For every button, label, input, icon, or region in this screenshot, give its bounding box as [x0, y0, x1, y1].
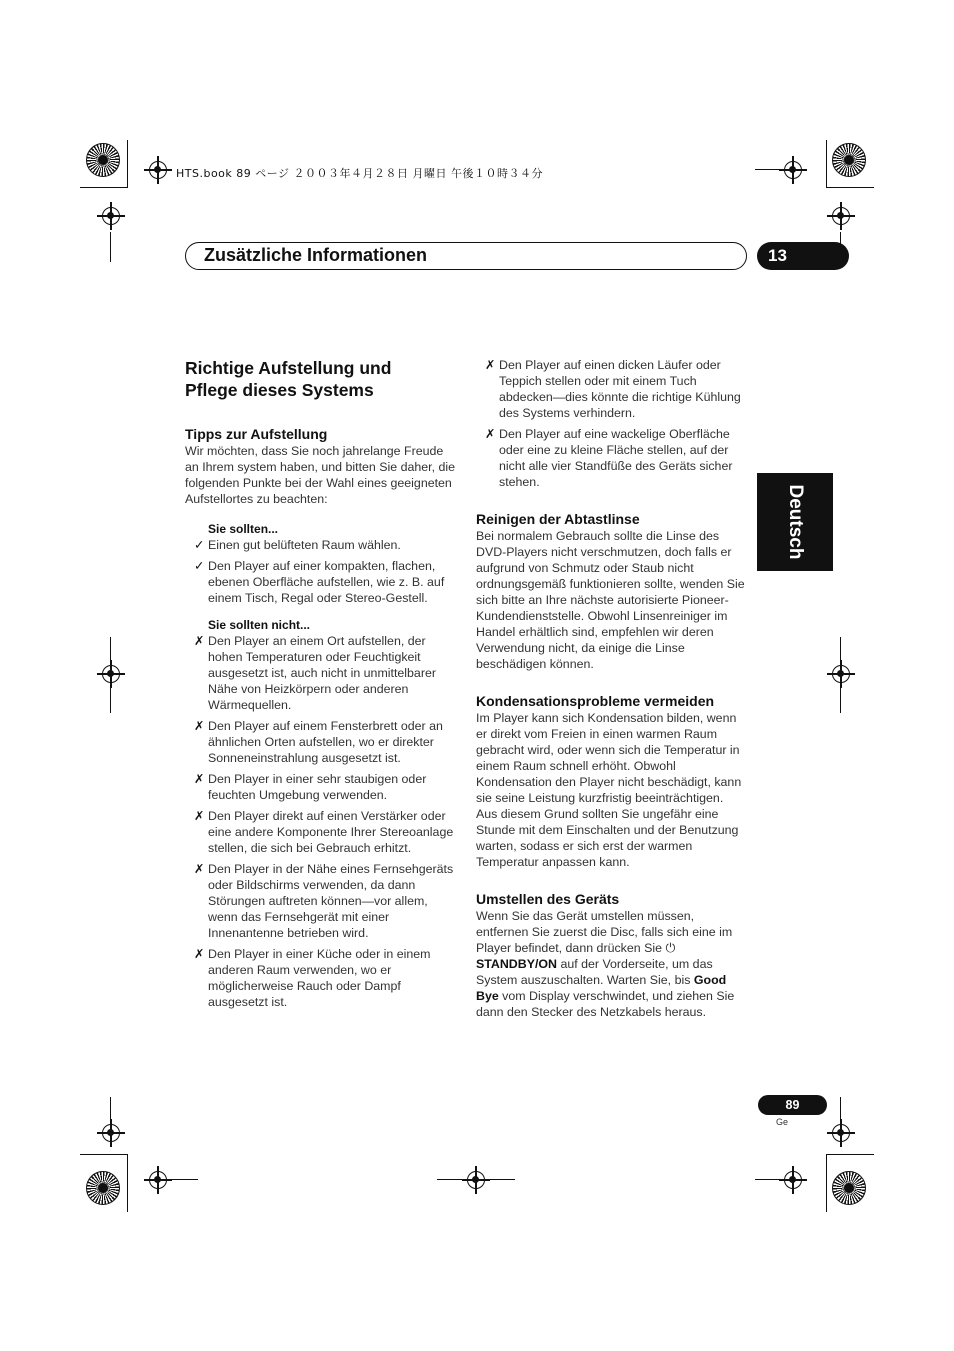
right-column: [476, 357, 746, 1020]
crosshair-icon: [784, 161, 802, 179]
crosshair-icon: [784, 1171, 802, 1189]
should-not-list: [194, 633, 455, 1010]
tipps-heading: Tipps zur Aufstellung: [185, 426, 328, 442]
cross-icon: ✗: [194, 634, 205, 648]
check-icon: ✓: [194, 538, 205, 552]
crosshair-icon: [102, 207, 120, 225]
cross-icon: ✗: [194, 862, 205, 876]
kondensation-heading: Kondensationsprobleme vermeiden: [476, 693, 715, 709]
list-item: ✗ Den Player auf eine wackelige Oberfläche oder eine zu kleine Fläche stellen, auf der nicht alle vier Standfüße des Geräts sicher stehen.: [485, 427, 733, 489]
list-item: ✗ Den Player direkt auf einen Verstärker oder eine andere Komponente Ihrer Stereoanlage stellen, die sich bei Gebrauch erhitzt.: [194, 809, 454, 855]
crosshair-icon: [832, 207, 850, 225]
list-item: ✗ Den Player in einer Küche oder in einem anderen Raum verwenden, wo er möglicherweise Rauch oder Dampf ausgesetzt ist.: [194, 947, 431, 1009]
reinigen-text: Bei normalem Gebrauch sollte die Linse des DVD-Players nicht verschmutzen, doch falls er aufgrund von Schmutz oder Staub nicht ordnungsgemäß funktionieren sollte, wenden Sie sich bitte an Ihre nächste autorisierte Pioneer-Kundendienststelle. Obwohl Linsenreiniger im Handel erhältlich sind, empfehlen wir deren Verwendung nicht, da einige die Linse beschädigen können.: [476, 529, 745, 671]
umstellen-text: Wenn Sie das Gerät umstellen müssen, entfernen Sie zuerst die Disc, falls sich eine im Player befindet, dann drücken Sie ⏻ STANDBY/ON auf der Vorderseite, um das System auszuschalten. Warten Sie, bis Good Bye vom Display verschwindet, und ziehen Sie dann den Stecker des Netzkabels heraus.: [476, 909, 735, 1019]
registration-star-icon: [832, 143, 866, 177]
crosshair-icon: [832, 1124, 850, 1142]
chapter-title: Zusätzliche Informationen: [204, 245, 428, 265]
list-item: ✗ Den Player auf einen dicken Läufer oder Teppich stellen oder mit einem Tuch abdecken—dies könnte die richtige Kühlung des Systems verhindern.: [485, 358, 741, 420]
umstellen-heading: Umstellen des Geräts: [476, 891, 620, 907]
crosshair-icon: [467, 1171, 485, 1189]
kondensation-text: Im Player kann sich Kondensation bilden, wenn er direkt vom Freien in einen warmen Raum gebracht wird, oder wenn sich die Temperatur in einem Raum schnell erhöht. Obwohl Kondensation den Player nicht beschädigt, kann sie seine Leistung kurzfristig beeinträchtigen. Aus diesem Grund sollten Sie ungefähr eine Stunde mit dem Einschalten und der Benutzung warten, sodass er sich erst der warmen Temperatur anpassen kann.: [476, 711, 742, 869]
list-item: ✗ Den Player an einem Ort aufstellen, der hohen Temperaturen oder Feuchtigkeit ausgesetzt ist, auch nicht in unmittelbarer Nähe von Heizkörpern oder anderen Wärmequellen.: [194, 634, 436, 712]
chapter-number: 13: [757, 242, 849, 270]
cross-icon: ✗: [194, 772, 205, 786]
cross-icon: ✗: [194, 719, 205, 733]
language-tab: [757, 473, 833, 571]
section-title: Richtige Aufstellung und Pflege dieses Systems: [185, 358, 392, 400]
crosshair-icon: [149, 1171, 167, 1189]
standby-button-label: STANDBY/ON: [476, 957, 557, 971]
list-item: ✗ Den Player in einer sehr staubigen oder feuchten Umgebung verwenden.: [194, 772, 427, 802]
crosshair-icon: [102, 1124, 120, 1142]
page-language: Ge: [776, 1117, 789, 1127]
crosshair-icon: [149, 161, 167, 179]
list-item: ✗ Den Player auf einem Fensterbrett oder an ähnlichen Orten aufstellen, wo er direkter Sonneneinstrahlung ausgesetzt ist.: [194, 719, 443, 765]
list-item: ✓ Den Player auf einer kompakten, flachen, ebenen Oberfläche aufstellen, wie z. B. auf einem Tisch, Regal oder Stereo-Gestell.: [194, 559, 445, 605]
registration-star-icon: [86, 143, 120, 177]
list-item: ✗ Den Player in der Nähe eines Fernsehgeräts oder Bildschirms verwenden, da dann Störungen auftreten können—vor allem, wenn das Fernsehgerät mit einer Innenantenne betrieben wird.: [194, 862, 454, 940]
should-list: [194, 537, 455, 606]
page-number: 89: [758, 1095, 827, 1115]
language-tab-label: Deutsch: [785, 484, 806, 560]
print-header: HTS.book 89 ページ ２００３年４月２８日 月曜日 午後１０時３４分: [176, 167, 544, 180]
registration-star-icon: [86, 1171, 120, 1205]
reinigen-heading: Reinigen der Abtastlinse: [476, 511, 640, 527]
cross-icon: ✗: [485, 358, 496, 372]
cross-icon: ✗: [194, 809, 205, 823]
registration-star-icon: [832, 1171, 866, 1205]
list-item: ✓ Einen gut belüfteten Raum wählen.: [194, 538, 401, 552]
cross-icon: ✗: [485, 427, 496, 441]
cross-icon: ✗: [194, 947, 205, 961]
good-bye-label: Good Bye: [476, 973, 727, 1003]
tipps-intro: Wir möchten, dass Sie noch jahrelange Freude an Ihrem system haben, und bitten Sie daher, die folgenden Punkte bei der Wahl eines geeigneten Aufstellortes zu beachten:: [185, 444, 456, 506]
check-icon: ✓: [194, 559, 205, 573]
power-icon: ⏻: [665, 940, 676, 955]
should-not-list-continued: [485, 357, 746, 490]
crosshair-icon: [102, 665, 120, 683]
should-label: Sie sollten...: [208, 522, 279, 536]
should-not-label: Sie sollten nicht...: [208, 618, 311, 632]
left-column: [185, 357, 455, 1015]
crosshair-icon: [832, 665, 850, 683]
